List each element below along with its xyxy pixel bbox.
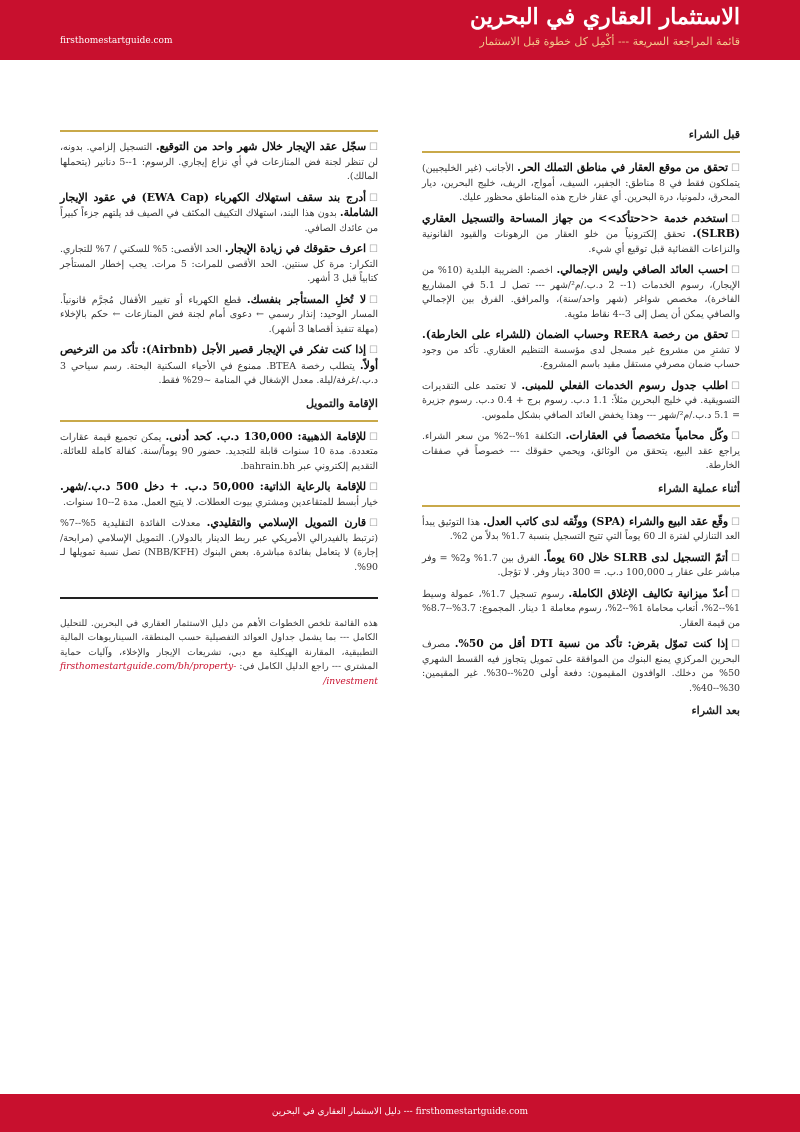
checklist-item: [422, 551, 740, 581]
checkbox-icon[interactable]: ☐: [369, 431, 379, 443]
checklist-item-title: أتمّ التسجيل لدى SLRB خلال 60 يوماً.: [543, 550, 729, 564]
checklist-item-title: وكّل محامياً متخصصاً في العقارات.: [565, 429, 729, 442]
checkbox-icon[interactable]: ☐: [731, 213, 740, 225]
checklist-item-body: خيار أبسط للمتقاعدين ومشتري بيوت العطلات. لا يتيح العمل. مدة 2--10 سنوات.: [63, 496, 378, 508]
checklist-item-body: الأجانب (غير الخليجيين) يتملكون فقط في 8 مناطق: الجفير، السيف، أمواج، الريف، خليج البحرين، ديار المحرق، دلمونيا، درة البحرين. أي عقار خارج هذه المناطق محظور عليك.: [422, 163, 740, 203]
left-column: [60, 120, 378, 689]
checkbox-icon[interactable]: ☐: [369, 518, 378, 529]
page-header: [0, 0, 800, 60]
checklist-item-title: اعرف حقوقك في زيادة الإيجار.: [224, 242, 367, 255]
checkbox-icon[interactable]: ☐: [731, 639, 740, 650]
checklist-item-title: وقّع عقد البيع والشراء (SPA) ووثّقه لدى كاتب العدل.: [483, 514, 729, 528]
guide-link[interactable]: firsthomestartguide.com/bh/property-investment/: [60, 661, 378, 687]
checklist-item-body: بدون هذا البند، استهلاك التكييف المكثف في الصيف قد يلتهم جزءاً كبيراً من عائدك الصافي.: [60, 208, 378, 234]
checklist-item-title: احسب العائد الصافي وليس الإجمالي.: [556, 263, 729, 276]
note-divider: [60, 597, 378, 599]
checklist-item-title: للإقامة الذهبية: 130,000 د.ب. كحد أدنى.: [165, 429, 367, 443]
checklist-item: [422, 161, 740, 206]
section-rule: [422, 151, 740, 153]
section-heading-residency: الإقامة والتمويل: [305, 396, 378, 410]
checkbox-icon[interactable]: ☐: [369, 244, 379, 255]
checklist-item-title: استخدم خدمة <<حتأكد>> من جهاز المساحة والتسجيل العقاري (SLRB).: [422, 211, 740, 240]
checklist-item: [60, 140, 378, 185]
header-site-link[interactable]: firsthomestartguide.com: [60, 36, 173, 46]
checklist-item-title: تحقق من موقع العقار في مناطق التملك الحر.: [517, 161, 729, 174]
section-rule: [422, 505, 740, 507]
checklist-item-body: اخصم: الضريبة البلدية (10% من الإيجار)، رسوم الخدمات (1-- 2 د.ب./م²/شهر --- تصل لـ 5.1 في المشاريع الفاخرة)، مخصص شواغر (شهر واحد/سنة)، والمرافق. الفرق بين الإجمالي والصافي يمكن أن يصل إلى 3--4 نقاط مئوية.: [422, 265, 741, 320]
checklist-item: [422, 379, 740, 424]
checkbox-icon[interactable]: ☐: [731, 552, 740, 564]
checklist-item-body: الحد الأقصى: 5% للسكني / 7% للتجاري. التكرار: مرة كل سنتين. الحد الأقصى للمرات: 5 مرات. يجب إخطار المستأجر كتابياً قبل 3 أشهر.: [60, 244, 379, 284]
checklist-item: [60, 293, 378, 338]
summary-note-text: هذه القائمة تلخص الخطوات الأهم من دليل الاستثمار العقاري في البحرين. للتحليل الكامل --- بما يشمل جداول العوائد التفصيلية حسب المنطقة، السيناريوهات المالية التطبيقية، المقارنة الهيكلية مع دبي، تشريعات الإيجار والإخلاء، وآليات حماية المشتري --- راجع الدليل الكامل في:: [60, 617, 379, 672]
checklist-during-purchase: [422, 515, 740, 697]
checkbox-icon[interactable]: ☐: [369, 294, 378, 306]
checkbox-icon[interactable]: ☐: [369, 142, 379, 153]
footer-text: firsthomestartguide.com --- دليل الاستثمار العقاري في البحرين: [271, 1107, 529, 1117]
checklist-item-body: رسوم تسجيل 1.7%، عمولة وسيط 1%--2%، أتعاب محاماة 1%--2%، رسوم معاملة 1 دينار. المجموع: 3.7%--8.7% من قيمة العقار.: [422, 588, 740, 629]
checklist-item: [422, 637, 740, 696]
checklist-item-body: قطع الكهرباء أو تغيير الأقفال مُجرَّم قانونياً. المسار الوحيد: إنذار رسمي ← دعوى أمام لجنة فض المنازعات ← حكم بالإخلاء (مهلة تنفيذ أقصاها 3 أشهر).: [60, 294, 378, 335]
checkbox-icon[interactable]: ☐: [731, 163, 741, 174]
checklist-item: [60, 343, 378, 389]
right-column: [422, 120, 740, 727]
checklist-item: [422, 263, 740, 322]
checklist-item: [422, 587, 740, 632]
checklist-item-body: تحقق إلكترونياً من خلو العقار من الرهونات والقيود القانونية والنزاعات القضائية قبل توقيع أي شيء.: [422, 229, 740, 255]
checklist-item-title: اطلب جدول رسوم الخدمات الفعلي للمبنى.: [521, 378, 729, 392]
checklist-item-body: معدلات الفائدة التقليدية 5%--7% (ترتبط بالفيدرالي الأمريكي عبر ربط الدينار بالدولار). التمويل الإسلامي (مرابحة/إجارة) لا يتعامل بفائدة مباشرة. بعض البنوك (NBB/KFH) تصل نسبة تمويلها لـ 90%.: [60, 518, 378, 573]
checkbox-icon[interactable]: ☐: [731, 265, 740, 276]
checklist-item-title: أعدّ ميزانية تكاليف الإغلاق الكاملة.: [568, 586, 729, 600]
checklist-item: [422, 429, 740, 474]
checklist-item-body: الفرق بين 1.7% و2% = وفر مباشر على عقار بـ 100,000 د.ب. = 300 دينار وفر. لا تؤجل.: [422, 552, 740, 578]
checklist-item-title: إذا كنت تفكر في الإيجار قصير الأجل (Airbnb): تأكد من الترخيص أولاً.: [60, 343, 378, 372]
checkbox-icon[interactable]: ☐: [731, 380, 740, 392]
section-heading-after-purchase: بعد الشراء: [691, 704, 740, 717]
checklist-residency: [60, 430, 378, 576]
checklist-item-title: إذا كنت تموّل بقرض: تأكد من نسبة DTI أقل من 50%.: [454, 637, 729, 650]
checklist-item: [422, 515, 740, 545]
checklist-item-body: يتطلب رخصة BTEA. ممنوع في الأحياء السكنية البحتة. رسم سياحي 3 د.ب./غرفة/ليلة. معدل الإشغال في المنامة ~29% فقط.: [60, 360, 378, 386]
checklist-item-body: لا تشترِ من مشروع غير مسجل لدى مؤسسة التنظيم العقاري. تأكد من وجود حساب ضمان مصرفي مستقل مقيد باسم المشروع.: [422, 344, 740, 370]
checklist-after-purchase: [60, 140, 378, 389]
page-footer: [0, 1094, 800, 1132]
checklist-item: [60, 516, 378, 575]
checklist-item-body: لا تعتمد على التقديرات التسويقية. في خليج البحرين مثلاً: 1.1 د.ب. رسوم برج + 0.4 د.ب. رسوم جزيرة = 5.1 د.ب./م²/شهر --- وهذا يخفض العائد الصافي بشكل ملموس.: [422, 380, 740, 421]
checkbox-icon[interactable]: ☐: [369, 345, 378, 356]
checklist-item: [60, 480, 378, 510]
page-title: الاستثمار العقاري في البحرين: [469, 4, 740, 30]
section-rule: [60, 130, 378, 132]
checkbox-icon[interactable]: ☐: [369, 482, 379, 493]
checklist-before-purchase: [422, 161, 740, 474]
section-heading-before-purchase: قبل الشراء: [688, 128, 740, 141]
checklist-item-title: تحقق من رخصة RERA وحساب الضمان (للشراء على الخارطة).: [422, 328, 729, 341]
summary-note: [60, 617, 378, 690]
checklist-item: [60, 430, 378, 475]
checklist-item-body: مصرف البحرين المركزي يمنع البنوك من الموافقة على تمويل يتجاوز فيه القسط الشهري 50% من دخلك. الوافدون المقيمون: دفعة أولى 20%--30%. غير المقيمين: 30%--40%.: [422, 639, 740, 694]
checklist-item-body: يمكن تجميع قيمة عقارات متعددة. مدة 10 سنوات قابلة للتجديد. حضور 90 يوماً/سنة. كفالة كاملة للعائلة. التقديم إلكتروني عبر bahrain.bh.: [60, 431, 378, 472]
section-rule: [60, 420, 378, 422]
checkbox-icon[interactable]: ☐: [731, 431, 741, 442]
checklist-item: [60, 191, 378, 237]
checklist-item-title: لا تُخلِ المستأجر بنفسك.: [246, 292, 367, 306]
checklist-item: [60, 242, 378, 287]
checklist-item: [422, 328, 740, 373]
page-subtitle: قائمة المراجعة السريعة --- أكْمِل كل خطوة قبل الاستثمار: [479, 35, 740, 48]
checklist-item-body: هذا التوثيق يبدأ العد التنازلي لفترة الـ 60 يوماً التي تتيح التسجيل بنسبة 1.7% بدلاً من 2%.: [422, 516, 740, 542]
checkbox-icon[interactable]: ☐: [731, 330, 741, 341]
checklist-item-title: سجّل عقد الإيجار خلال شهر واحد من التوقيع.: [155, 140, 367, 153]
checklist-item-title: قارن التمويل الإسلامي والتقليدي.: [206, 516, 367, 529]
checklist-item-body: التكلفة 1%--2% من سعر الشراء. يراجع عقد البيع، يتحقق من الوثائق، ويحمي حقوقك --- خصوصاً في صفقات الخارطة.: [422, 431, 740, 471]
checklist-item-title: للإقامة بالرعاية الذاتية: 50,000 د.ب. + دخل 500 د.ب./شهر.: [60, 480, 367, 493]
checklist-item-title: أدرج بند سقف استهلاك الكهرباء (EWA Cap) في عقود الإيجار الشاملة.: [60, 190, 378, 219]
checklist-item-body: التسجيل إلزامي. بدونه، لن تنظر لجنة فض المنازعات في أي نزاع إيجاري. الرسوم: 1--5 دنانير (يتحملها المالك).: [60, 142, 378, 182]
checkbox-icon[interactable]: ☐: [369, 192, 378, 204]
section-heading-during-purchase: أثناء عملية الشراء: [658, 481, 740, 495]
checkbox-icon[interactable]: ☐: [731, 588, 740, 600]
checklist-item: [422, 212, 740, 258]
checkbox-icon[interactable]: ☐: [731, 516, 740, 528]
